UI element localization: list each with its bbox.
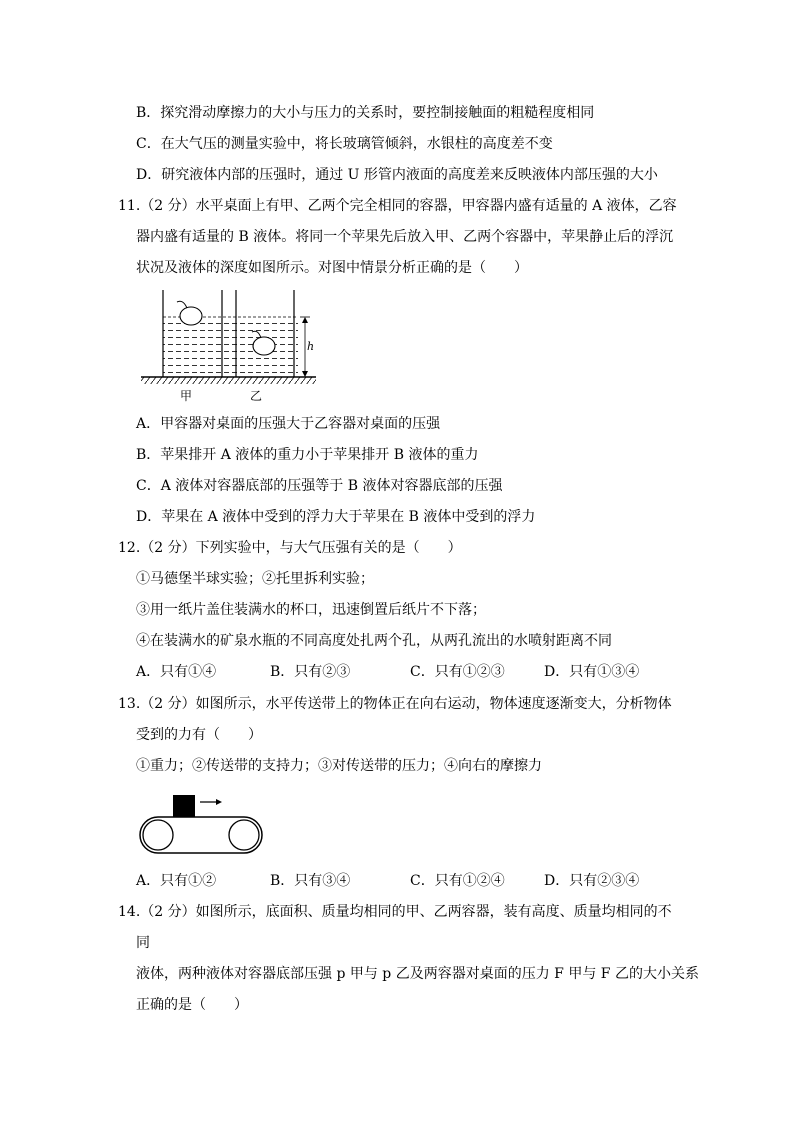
q14-stem-line-2: 同 [136, 935, 150, 951]
q11-figure-containers [135, 285, 325, 405]
q11-stem-line-2: 器内盛有适量的 B 液体。将同一个苹果先后放入甲、乙两个容器中，苹果静止后的浮沉 [136, 229, 674, 245]
q13-option-c: C．只有①②④ [410, 873, 505, 889]
roller-left [143, 820, 173, 850]
q14-stem-line-4: 正确的是（ ） [136, 997, 248, 1013]
q13-stem-line-2: 受到的力有（ ） [136, 727, 262, 743]
label-h: h [307, 340, 315, 353]
q10-option-d: D．研究液体内部的压强时，通过 U 形管内液面的高度差来反映液体内部压强的大小 [136, 167, 658, 183]
q11-stem-line-1: 11.（2 分）水平桌面上有甲、乙两个完全相同的容器，甲容器内盛有适量的 A 液体，乙容 [118, 198, 677, 214]
q13-option-b: B．只有③④ [270, 873, 351, 889]
q11-option-c: C．A 液体对容器底部的压强等于 B 液体对容器底部的压强 [136, 478, 503, 494]
q11-stem-line-3: 状况及液体的深度如图所示。对图中情景分析正确的是（ ） [136, 260, 528, 276]
label-yi: 乙 [250, 389, 263, 403]
q11-option-b: B．苹果排开 A 液体的重力小于苹果排开 B 液体的重力 [136, 447, 479, 463]
q12-item-3: ③用一纸片盖住装满水的杯口，迅速倒置后纸片不下落； [136, 602, 486, 618]
moving-block [173, 795, 195, 817]
q12-option-b: B．只有②③ [270, 664, 351, 680]
q12-stem: 12.（2 分）下列实验中，与大气压强有关的是（ ） [118, 540, 462, 556]
liquid-a [163, 317, 236, 377]
q10-option-c: C．在大气压的测量实验中，将长玻璃管倾斜，水银柱的高度差不变 [136, 136, 553, 152]
q10-option-b: B．探究滑动摩擦力的大小与压力的关系时，要控制接触面的粗糙程度相同 [136, 105, 595, 121]
q13-option-a: A．只有①② [136, 873, 217, 889]
q13-items: ①重力；②传送带的支持力；③对传送带的压力；④向右的摩擦力 [136, 758, 542, 774]
roller-right [229, 820, 259, 850]
q14-stem-line-1: 14.（2 分）如图所示，底面积、质量均相同的甲、乙两容器，装有高度、质量均相同的不 [118, 904, 672, 920]
q13-figure-conveyor [136, 790, 276, 860]
q11-option-a: A．甲容器对桌面的压强大于乙容器对桌面的压强 [136, 416, 441, 432]
q13-stem-line-1: 13.（2 分）如图所示，水平传送带上的物体正在向右运动，物体速度逐渐变大，分析物体 [118, 696, 672, 712]
q14-stem-line-3: 液体，两种液体对容器底部压强 p 甲与 p 乙及两容器对桌面的压力 F 甲与 F 乙的大小关系 [136, 966, 699, 982]
q12-item-4: ④在装满水的矿泉水瓶的不同高度处扎两个孔，从两孔流出的水喷射距离不同 [136, 633, 612, 649]
q12-option-c: C．只有①②③ [410, 664, 505, 680]
q12-option-a: A．只有①④ [136, 664, 217, 680]
q12-item-1-2: ①马德堡半球实验；②托里拆利实验； [136, 571, 374, 587]
q13-option-d: D．只有②③④ [544, 873, 640, 889]
q11-option-d: D．苹果在 A 液体中受到的浮力大于苹果在 B 液体中受到的浮力 [136, 509, 536, 525]
q12-option-d: D．只有①③④ [544, 664, 640, 680]
label-jia: 甲 [180, 389, 193, 403]
table-hatch [141, 377, 316, 384]
apple-suspended [253, 337, 275, 355]
apple-floating [180, 307, 202, 325]
